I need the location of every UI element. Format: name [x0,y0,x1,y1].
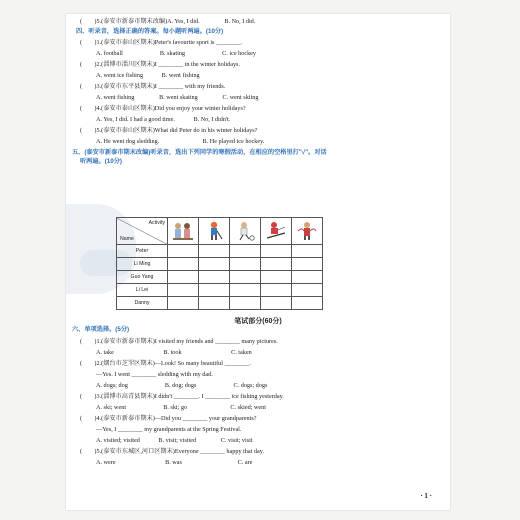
answer-cell[interactable] [261,284,292,297]
question-line: A. dogs; dog B. dog; dogs C. dogs; dogs [96,382,268,389]
activity-table [116,217,323,310]
question-line: A. went fishing B. went skating C. went skiing [96,94,259,101]
answer-cell[interactable] [199,284,230,297]
table-body [117,245,323,310]
activity-football-cell [230,218,261,245]
answer-cell[interactable] [292,284,323,297]
student-name: Peter [117,245,168,258]
student-name: Guo Yang [117,271,168,284]
answer-cell[interactable] [292,258,323,271]
answer-cell[interactable] [292,245,323,258]
question-line: 五、(泰安市新泰市期末改编)听录音，选出下列同学的寒假活动，在相应的空格里打"√"。对话 [72,149,327,156]
question-line: A. take B. took C. taken [96,349,252,356]
activity-family-cell [168,218,199,245]
answer-cell[interactable] [199,297,230,310]
page-number: · 1 · [420,492,432,500]
question-line: ( )4.(泰安市泰山区期末)Did you enjoy your winter holidays? [80,105,246,112]
table-row [117,245,323,258]
answer-cell[interactable] [230,271,261,284]
question-line: ( )2.(淄博市淄川区期末)I ________ in the winter holidays. [80,61,240,68]
question-line: ( )3.(淄博市高青县期末)I didn't ________. I ________ ice fishing yesterday. [80,393,284,400]
answer-cell[interactable] [168,258,199,271]
skiing-icon [265,221,287,241]
answer-cell[interactable] [230,258,261,271]
student-name: Li Lei [117,284,168,297]
football-icon [234,221,256,241]
table-row [117,271,323,284]
question-line: A. football B. skating C. ice hockey [96,50,256,57]
question-line: A. ski; went B. ski; go C. skied; went [96,404,266,411]
table-header-cell [117,218,168,245]
answer-cell[interactable] [199,245,230,258]
answer-cell[interactable] [168,284,199,297]
question-line: ( )5.(泰安市泰山区期末)What did Peter do in his winter holidays? [80,127,258,134]
answer-cell[interactable] [261,245,292,258]
header-name: Name [120,236,134,242]
table-row [117,284,323,297]
dragon-dance-icon [296,221,318,241]
answer-cell[interactable] [199,271,230,284]
question-line: 四、听录音，选择正确的答案。每小题听两遍。(10分) [76,28,224,35]
activity-dragon-dance-cell [292,218,323,245]
answer-cell[interactable] [292,271,323,284]
activity-ice-hockey-cell [199,218,230,245]
question-line: —Yes. I went ________ sledding with my dad. [96,371,213,378]
section-subtitle: 笔试部分(60分) [234,318,282,325]
question-line: ( )4.(泰安市新泰市期末)—Did you ________ your grandparents? [80,415,257,422]
student-name: Li Ming [117,258,168,271]
answer-cell[interactable] [230,297,261,310]
answer-cell[interactable] [292,297,323,310]
question-line: 听两遍。(10分) [80,158,122,165]
answer-cell[interactable] [261,297,292,310]
activity-skiing-cell [261,218,292,245]
family-icon [172,221,194,241]
question-line: ( )5.(泰安市东城区,河口区期末)Everyone ________ happy that day. [80,448,264,455]
question-line: ( )1.(泰安市新泰市期末)I visited my friends and ________ many pictures. [80,338,278,345]
question-line: A. were B. was C. are [96,459,253,466]
worksheet-page [66,14,450,510]
question-line: ( )3.(泰安市东平县期末)I ________ with my friends. [80,83,226,90]
answer-cell[interactable] [168,245,199,258]
question-line: A. He went dog sledding. B. He played ice hockey. [96,138,265,145]
question-line: 六、单项选择。(5分) [72,326,130,333]
question-line: ( )2.(烟台市芝罘区期末)—Look! So many beautiful ________. [80,360,251,367]
answer-cell[interactable] [261,271,292,284]
question-line: ( )1.(泰安市泰山区期末)Peter's favourite sport is ________. [80,39,243,46]
answer-cell[interactable] [261,258,292,271]
question-line: A. went ice fishing B. went fishing [96,72,200,79]
question-line: A. Yes, I did. I had a good time. B. No, I didn't. [96,116,231,123]
student-name: Danny [117,297,168,310]
table-row [117,297,323,310]
question-line: A. visited; visited B. visit; visited C. visit; visit [96,437,253,444]
answer-cell[interactable] [230,245,261,258]
answer-cell[interactable] [230,284,261,297]
ice-hockey-icon [203,221,225,241]
question-line: ( )5.(泰安市新泰市期末改编)A. Yes, I did. B. No, I did. [80,18,256,25]
answer-cell[interactable] [168,271,199,284]
answer-cell[interactable] [199,258,230,271]
table-row [117,258,323,271]
answer-cell[interactable] [168,297,199,310]
question-line: —Yes, I ________ my grandparents at the Spring Festival. [96,426,242,433]
header-activity: Activity [148,220,165,226]
